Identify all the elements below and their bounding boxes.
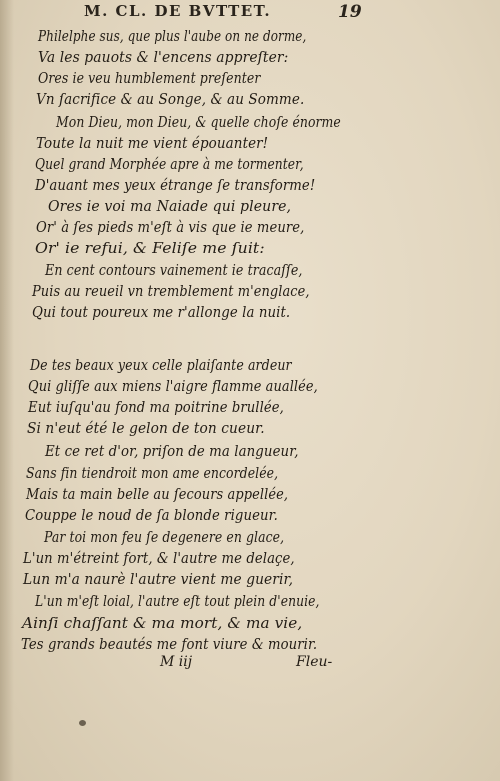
signature-mark: M iij bbox=[160, 654, 193, 670]
verse-line: Va les pauots & l'encens appreſter: bbox=[38, 48, 289, 66]
verse-line: Ores ie voi ma Naiade qui pleure, bbox=[48, 197, 292, 215]
verse-line: D'auant mes yeux étrange ſe transforme! bbox=[35, 176, 316, 194]
verse-line: Puis au reueil vn tremblement m'englace, bbox=[32, 282, 310, 300]
verse-line: Si n'eut été le gelon de ton cueur. bbox=[27, 419, 265, 437]
verse-line: Ores ie veu humblement preſenter bbox=[38, 69, 261, 87]
page-header bbox=[70, 2, 490, 24]
verse-line: Or' ie refui, & Feliſe me ſuit: bbox=[35, 239, 265, 257]
verse-line: Toute la nuit me vient épouanter! bbox=[36, 134, 269, 152]
catchword: Fleu- bbox=[296, 654, 333, 670]
verse-line: Mais ta main belle au ſecours appellée, bbox=[26, 485, 289, 503]
verse-line: De tes beaux yeux celle plaiſante ardeur bbox=[30, 356, 292, 374]
page-footer bbox=[0, 654, 500, 676]
verse-line: Ainſi chaſſant & ma mort, & ma vie, bbox=[22, 614, 303, 632]
verse-line: Vn ſacrifice & au Songe, & au Somme. bbox=[36, 90, 305, 108]
verse-line: Or' à ſes pieds m'eſt à vis que ie meure, bbox=[36, 218, 305, 236]
verse-line: Qui gliſſe aux miens l'aigre flamme auallée, bbox=[28, 377, 318, 395]
ink-blot bbox=[79, 720, 86, 726]
page-number: 19 bbox=[338, 2, 362, 22]
verse-line: Sans fin tiendroit mon ame encordelée, bbox=[26, 464, 279, 482]
verse-line: En cent contours vainement ie tracaſſe, bbox=[45, 261, 303, 279]
verse-line: Tes grands beautés me font viure & mourir. bbox=[21, 635, 318, 653]
verse-line: Mon Dieu, mon Dieu, & quelle choſe énorme bbox=[56, 113, 341, 131]
verse-line: L'un m'eſt loial, l'autre eſt tout plein d'enuie, bbox=[35, 592, 320, 610]
verse-line: Couppe le noud de ſa blonde rigueur. bbox=[25, 506, 278, 524]
verse-line: Eut iuſqu'au fond ma poitrine brullée, bbox=[28, 398, 284, 416]
verse-line: Par toi mon feu ſe degenere en glace, bbox=[44, 528, 285, 546]
verse-line: Quel grand Morphée apre à me tormenter, bbox=[35, 155, 304, 173]
verse-line: Qui tout poureux me r'allonge la nuit. bbox=[32, 303, 291, 321]
verse-line: Et ce ret d'or, priſon de ma langueur, bbox=[45, 442, 299, 460]
running-title: M. CL. DE BVTTET. bbox=[84, 2, 272, 20]
verse-line: Lun m'a naurè l'autre vient me guerir, bbox=[23, 570, 294, 588]
verse-line: L'un m'étreint fort, & l'autre me delaçe, bbox=[23, 549, 295, 567]
verse-line: Philelphe sus, que plus l'aube on ne dorme, bbox=[38, 27, 307, 45]
